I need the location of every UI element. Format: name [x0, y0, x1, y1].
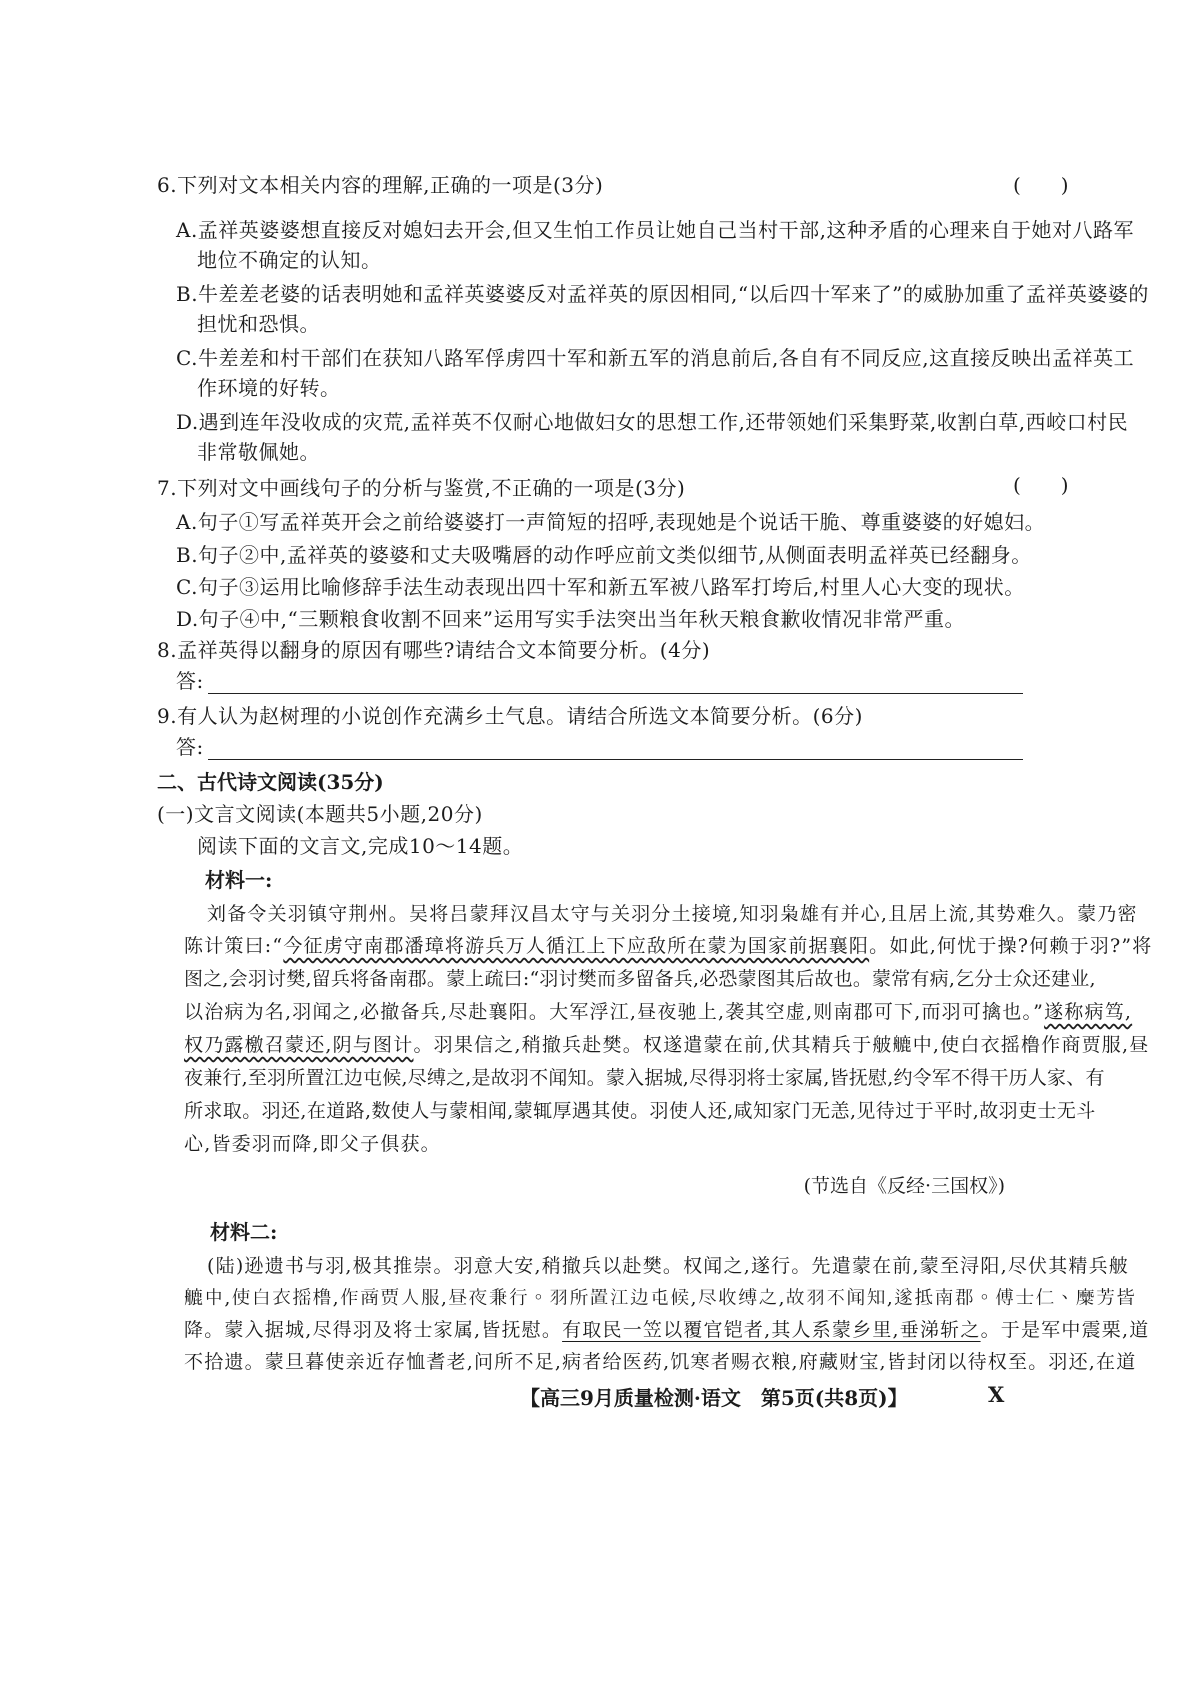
question-7-option-a: A.句子①写孟祥英开会之前给婆婆打一声简短的招呼,表现她是个说话干脆、尊重婆婆的好媳妇。	[176, 510, 1046, 534]
section-2-instruction: 阅读下面的文言文,完成10～14题。	[197, 834, 524, 858]
material-1-line-5	[184, 1030, 1149, 1060]
page-footer-mark: X	[988, 1382, 1005, 1407]
question-8-answer-line[interactable]	[208, 693, 1023, 694]
question-6-option-a: A.孟祥英婆婆想直接反对媳妇去开会,但又生怕工作员让她自己当村干部,这种矛盾的心理来自于她对八路军	[176, 218, 1135, 242]
material-1-quote-open: 陈计策曰:“	[184, 935, 284, 957]
question-6-option-d-cont: 非常敬佩她。	[197, 440, 320, 464]
material-1-line-1: 刘备令关羽镇守荆州。吴将吕蒙拜汉昌太守与关羽分土接境,知羽枭雄有并心,且居上流,其势难久。蒙乃密	[207, 903, 1138, 925]
material-1-line-3: 图之,会羽讨樊,留兵将备南郡。蒙上疏曰:“羽讨樊而多留备兵,必恐蒙图其后故也。蒙常有病,乞分士众还建业,	[184, 968, 1096, 990]
material-1-line-4-text: 以治病为名,羽闻之,必撤备兵,尽赴襄阳。大军浮江,昼夜驰上,袭其空虚,则南郡可下,而羽可擒也。”	[184, 1001, 1045, 1023]
material-2-line-4: 不拾遗。蒙旦暮使亲近存恤耆老,问所不足,病者给医药,饥寒者赐衣粮,府藏财宝,皆封闭以待权至。羽还,在道	[184, 1351, 1137, 1373]
question-8-answer-label: 答:	[176, 669, 204, 693]
question-6-option-b: B.牛差差老婆的话表明她和孟祥英婆婆反对孟祥英的原因相同,“以后四十军来了”的威胁加重了孟祥英婆婆的	[176, 282, 1149, 306]
question-7-answer-bracket: ( )	[1013, 473, 1069, 497]
material-1-line-5-text: 。羽果信之,稍撤兵赴樊。权遂遣蒙在前,伏其精兵于𦨭𦪇中,使白衣摇橹作商贾服,昼	[413, 1034, 1150, 1056]
question-7-option-b: B.句子②中,孟祥英的婆婆和丈夫吸嘴唇的动作呼应前文类似细节,从侧面表明孟祥英已经翻身。	[176, 543, 1032, 567]
material-1-underlined-sentence-2b: 权乃露檄召蒙还,阴与图计	[184, 1034, 414, 1056]
material-1-underlined-sentence-1: 今征虏守南郡潘璋将游兵万人循江上下应敌所在蒙为国家前据襄阳	[283, 935, 870, 957]
material-1-line-7: 所求取。羽还,在道路,数使人与蒙相闻,蒙辄厚遇其使。羽使人还,咸知家门无恙,见待过于平时,故羽吏士无斗	[184, 1100, 1096, 1122]
material-1-source: (节选自《反经·三国权》)	[803, 1175, 1005, 1197]
question-7-option-c: C.句子③运用比喻修辞手法生动表现出四十军和新五军被八路军打垮后,村里人心大变的现状。	[176, 575, 1025, 599]
question-9-answer-label: 答:	[176, 735, 204, 759]
material-1-underlined-sentence-2a: 遂称病笃,	[1044, 1001, 1133, 1023]
question-6-option-c-cont: 作环境的好转。	[197, 376, 341, 400]
material-2-line-3	[184, 1315, 1149, 1345]
question-7-option-d: D.句子④中,“三颗粮食收割不回来”运用写实手法突出当年秋天粮食歉收情况非常严重。	[176, 607, 965, 631]
material-1-line-2	[184, 931, 1152, 961]
question-9-stem: 9.有人认为赵树理的小说创作充满乡土气息。请结合所选文本简要分析。(6分)	[157, 704, 863, 728]
material-2-line-3-end: 。于是军中震栗,道	[980, 1319, 1150, 1341]
material-1-line-8: 心,皆委羽而降,即父子俱获。	[184, 1133, 441, 1155]
material-1-label: 材料一:	[205, 868, 273, 892]
material-2-line-3-text: 降。蒙入据城,尽得羽及将士家属,皆抚慰。	[184, 1319, 563, 1341]
material-1-line-6: 夜兼行,至羽所置江边屯候,尽缚之,是故羽不闻知。蒙入据城,尽得羽将士家属,皆抚慰,约令军不得干历人家、有	[184, 1067, 1105, 1089]
question-6-stem: 6.下列对文本相关内容的理解,正确的一项是(3分)	[157, 173, 604, 197]
material-2-line-1: (陆)逊遗书与羽,极其推崇。羽意大安,稍撤兵以赴樊。权闻之,遂行。先遣蒙在前,蒙至浔阳,尽伏其精兵𦨭	[207, 1255, 1130, 1277]
material-2-line-2: 𦪇中,使白衣摇橹,作商贾人服,昼夜兼行。羽所置江边屯候,尽收缚之,故羽不闻知,遂抵南郡。傅士仁、糜芳皆	[184, 1287, 1137, 1309]
question-6-option-b-cont: 担忧和恐惧。	[197, 312, 320, 336]
question-6-option-d: D.遇到连年没收成的灾荒,孟祥英不仅耐心地做妇女的思想工作,还带领她们采集野菜,收割白草,西峧口村民	[176, 410, 1129, 434]
question-6-answer-bracket: ( )	[1013, 173, 1069, 197]
page-footer: 【高三9月质量检测·语文 第5页(共8页)】	[520, 1386, 908, 1410]
question-7-stem: 7.下列对文中画线句子的分析与鉴赏,不正确的一项是(3分)	[157, 476, 686, 500]
material-1-line-4	[184, 997, 1132, 1027]
question-6-option-a-cont: 地位不确定的认知。	[197, 248, 382, 272]
material-1-line-2-end: 。如此,何忧于操?何赖于羽?”将	[869, 935, 1153, 957]
question-9-answer-line[interactable]	[208, 759, 1023, 760]
section-2-title: 二、古代诗文阅读(35分)	[157, 770, 384, 794]
material-2-underlined-sentence: 有取民一笠以覆官铠者,其人系蒙乡里,垂涕斩之	[562, 1319, 981, 1341]
material-2-label: 材料二:	[210, 1220, 278, 1244]
question-6-option-c: C.牛差差和村干部们在获知八路军俘虏四十军和新五军的消息前后,各自有不同反应,这直接反映出孟祥英工	[176, 346, 1135, 370]
section-2-subtitle: (一)文言文阅读(本题共5小题,20分)	[157, 802, 483, 826]
question-8-stem: 8.孟祥英得以翻身的原因有哪些?请结合文本简要分析。(4分)	[157, 638, 711, 662]
